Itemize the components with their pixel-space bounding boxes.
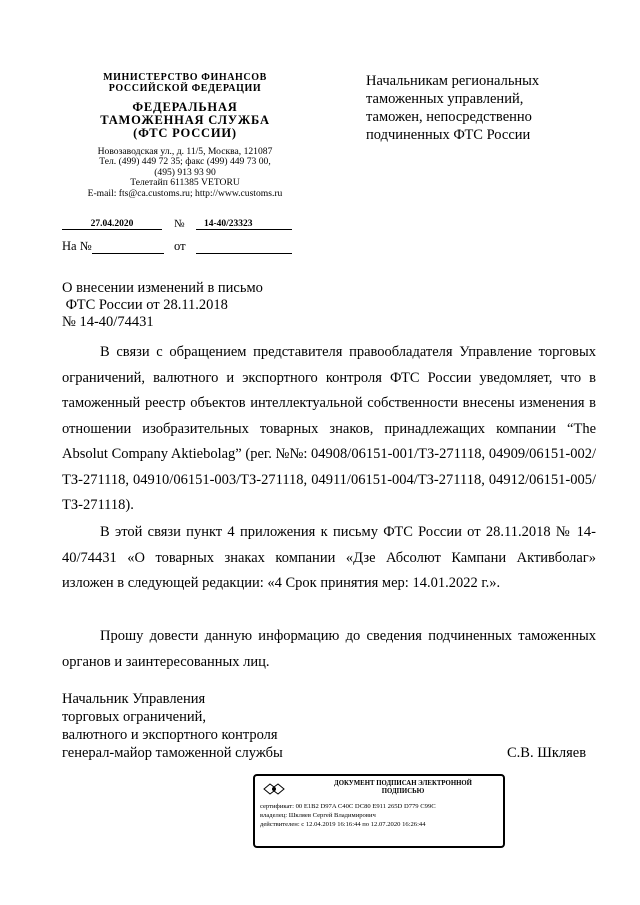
- ref-date-blank: [196, 252, 292, 254]
- customs-emblem-icon: [261, 780, 287, 798]
- stamp-title: ДОКУМЕНТ ПОДПИСАН ЭЛЕКТРОННОЙ ПОДПИСЬЮ: [334, 780, 472, 795]
- ref-number-blank: [92, 252, 164, 254]
- body-paragraph-3: Прошу довести данную информацию до сведения подчиненных таможенных органов и заинтересованных лиц.: [62, 628, 596, 670]
- e-signature-stamp: [253, 774, 505, 848]
- body-paragraph-2: В этой связи пункт 4 приложения к письму ФТС России от 28.11.2018 № 14-40/74431 «О товарных знаках компании «Дзе Абсолют Кампани Активболаг» изложен в следующей редакции: «4 Срок принятия мер: 14.01.2022 г.».: [62, 524, 596, 591]
- contact-address: Новозаводская ул., д. 11/5, Москва, 121087 Тел. (499) 449 72 35; факс (499) 449 73 00, (495) 913 93 90 Телетайп 611385 VETORU E-mail: fts@ca.customs.ru; http://www.customs.ru: [87, 146, 283, 199]
- letter-subject: О внесении изменений в письмо ФТС России от 28.11.2018 № 14-40/74431: [62, 280, 263, 330]
- letter-number: 14-40/23323: [196, 219, 292, 230]
- ref-label: На №: [62, 239, 92, 253]
- stamp-certificate: сертификат: 00 E1B2 D97A C40C DC80 E911 265D D779 C99C: [260, 803, 436, 810]
- signatory-position: Начальник Управления торговых ограничений, валютного и экспортного контроля генерал-майор таможенной службы: [62, 691, 283, 761]
- reference-line: [62, 240, 292, 254]
- signatory-name: С.В. Шкляев: [507, 745, 587, 761]
- recipient-block: Начальникам региональных таможенных управлений, таможен, непосредственно подчиненных ФТС России: [366, 73, 540, 143]
- ministry-name: МИНИСТЕРСТВО ФИНАНСОВ РОССИЙСКОЙ ФЕДЕРАЦИИ: [103, 72, 267, 94]
- letterhead: [62, 72, 308, 199]
- ref-from-label: от: [174, 239, 186, 253]
- stamp-validity: действителен: с 12.04.2019 16:16:44 по 12.07.2020 16:26:44: [260, 821, 426, 828]
- stamp-owner: владелец: Шкляев Сергей Владимирович: [260, 812, 376, 819]
- number-label: №: [174, 218, 185, 230]
- registration-line: [62, 216, 292, 230]
- letter-date: 27.04.2020: [62, 219, 162, 230]
- service-name: ФЕДЕРАЛЬНАЯ ТАМОЖЕННАЯ СЛУЖБА (ФТС РОССИИ): [100, 100, 270, 140]
- body-paragraph-1: В связи с обращением представителя правообладателя Управление торговых ограничений, валютного и экспортного контроля ФТС России уведомляет, что в таможенный реестр объектов интеллектуальной собственности внесены изменения в отношении изобразительных товарных знаков, принадлежащих компании “The Absolut Company Aktiebolag” (рег. №№: 04908/06151-001/ТЗ-271118, 04909/06151-002/ТЗ-271118, 04910/06151-003/ТЗ-271118, 04911/06151-004/ТЗ-271118, 04912/06151-005/ТЗ-271118).: [62, 344, 596, 513]
